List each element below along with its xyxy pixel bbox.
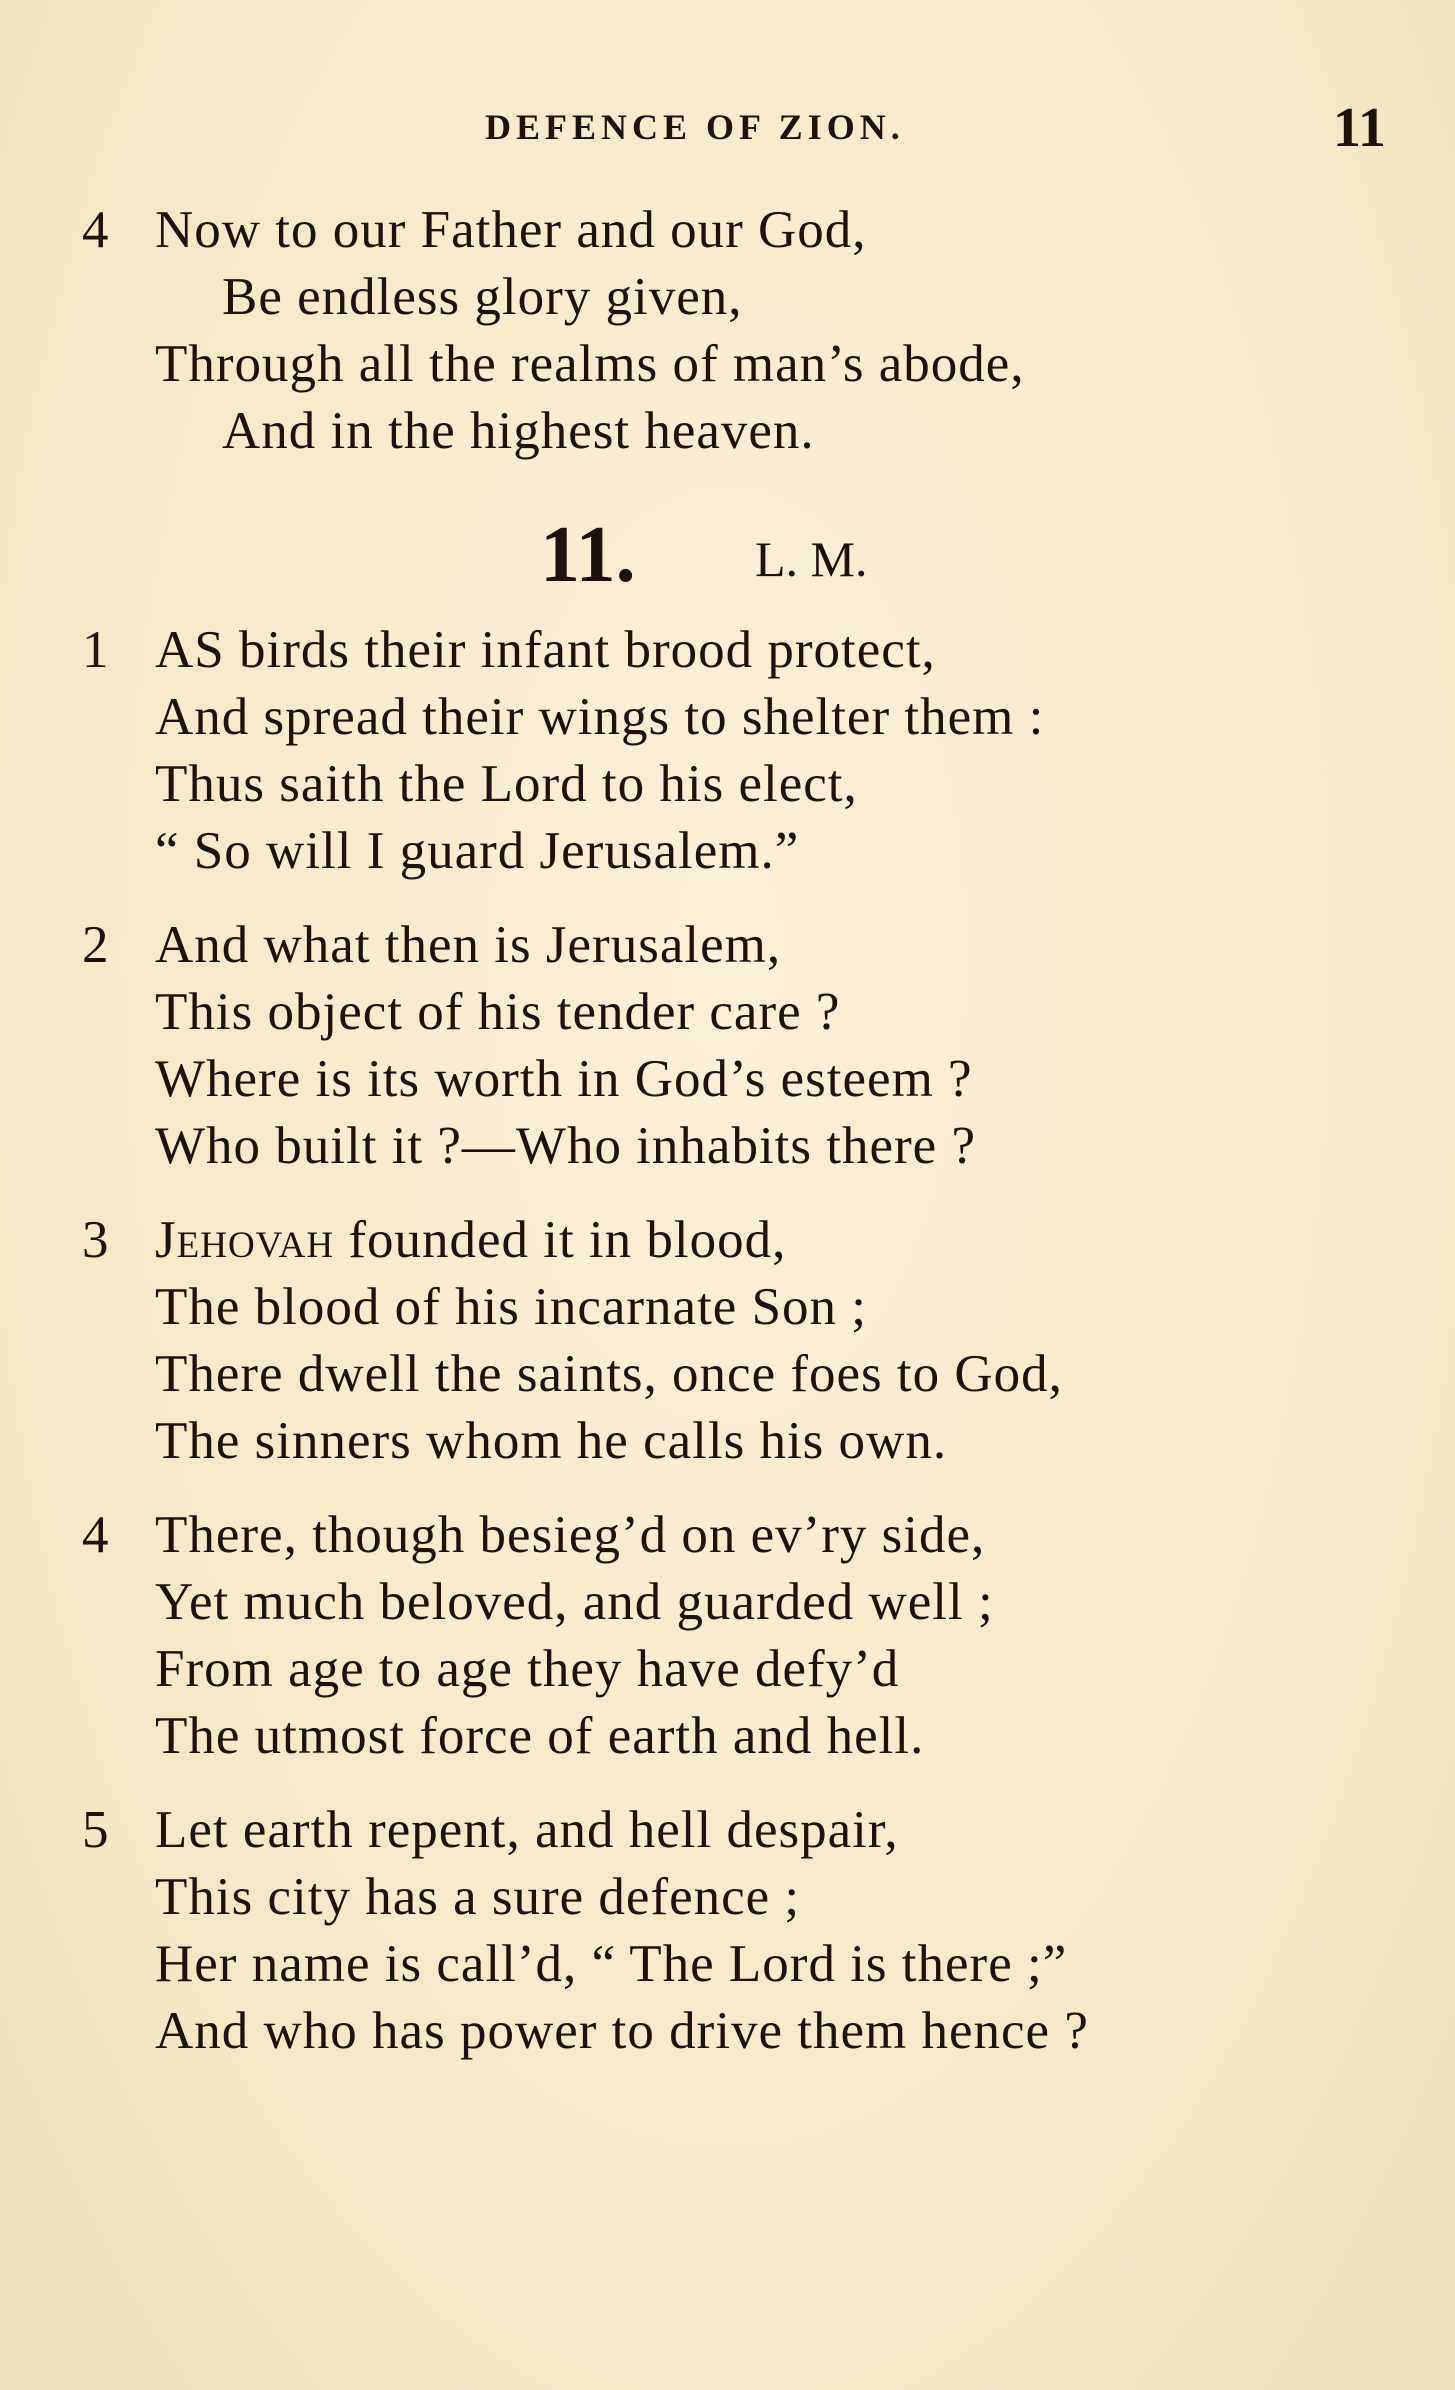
- verse-line: The utmost force of earth and hell.: [155, 1707, 925, 1765]
- verse-line: And what then is Jerusalem,: [155, 916, 782, 974]
- running-title: DEFENCE OF ZION.: [485, 107, 905, 147]
- verse-line: AS birds their infant brood protect,: [155, 621, 936, 679]
- verse-line: From age to age they have defy’d: [155, 1640, 900, 1698]
- divine-name: Jehovah: [155, 1211, 335, 1269]
- verse-line: Through all the realms of man’s abode,: [155, 335, 1025, 393]
- verse-line: Who built it ?—Who inhabits there ?: [155, 1117, 976, 1175]
- hymn-meter: L. M.: [755, 531, 868, 587]
- verse-line: Be endless glory given,: [222, 268, 743, 326]
- verse-line: This city has a sure defence ;: [155, 1868, 801, 1926]
- verse-line: [155, 1210, 786, 1270]
- stanza-number: 4: [82, 201, 109, 259]
- verse-line: The blood of his incarnate Son ;: [155, 1278, 868, 1336]
- verse-line: Her name is call’d, “ The Lord is there ;”: [155, 1935, 1068, 1993]
- verse-line: Thus saith the Lord to his elect,: [155, 755, 858, 813]
- verse-line: There dwell the saints, once foes to God,: [155, 1345, 1063, 1403]
- verse-line: The sinners whom he calls his own.: [155, 1412, 948, 1470]
- verse-line: “ So will I guard Jerusalem.”: [155, 822, 800, 880]
- stanza-number: 3: [82, 1211, 109, 1269]
- verse-line: And in the highest heaven.: [222, 402, 815, 460]
- verse-line: And spread their wings to shelter them :: [155, 688, 1045, 746]
- verse-line: And who has power to drive them hence ?: [155, 2002, 1089, 2060]
- hymn-number: 11.: [540, 511, 636, 599]
- verse-line: There, though besieg’d on ev’ry side,: [155, 1506, 986, 1564]
- stanza-number: 1: [82, 621, 109, 679]
- stanza-number: 4: [82, 1506, 109, 1564]
- stanza-number: 2: [82, 916, 109, 974]
- verse-line: Where is its worth in God’s esteem ?: [155, 1050, 973, 1108]
- verse-line: Let earth repent, and hell despair,: [155, 1801, 899, 1859]
- verse-line-rest: founded it in blood,: [348, 1211, 787, 1269]
- page-number: 11: [1333, 97, 1386, 159]
- hymn-heading: [0, 510, 1455, 600]
- verse-line: This object of his tender care ?: [155, 983, 841, 1041]
- stanza-number: 5: [82, 1801, 109, 1859]
- verse-line: Yet much beloved, and guarded well ;: [155, 1573, 994, 1631]
- page-header: [0, 97, 1455, 160]
- verse-line: Now to our Father and our God,: [155, 201, 867, 259]
